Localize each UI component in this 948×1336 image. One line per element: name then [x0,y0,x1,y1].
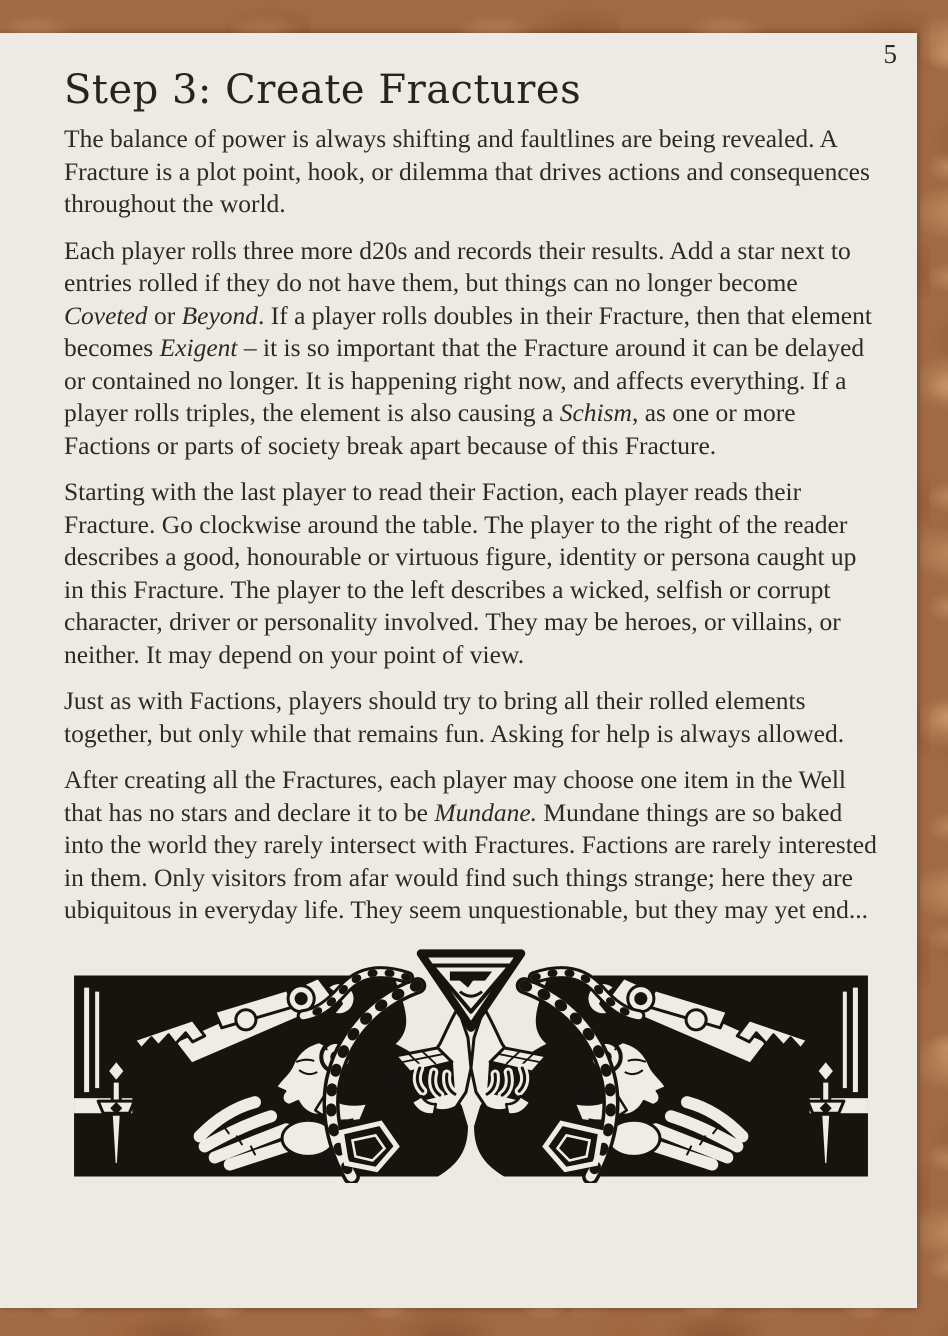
page-number: 5 [883,39,897,69]
triangle-emblem [421,953,521,1027]
body-text [64,123,881,927]
page-title: Step 3: Create Fractures [64,67,582,113]
paragraph: Just as with Factions, players should try to bring all their rolled elements together, but only while that remains fun. Asking for help is always allowed. [64,686,845,748]
fractures-illustration [64,949,878,1183]
page [0,33,917,1308]
paragraph: Each player rolls three more d20s and records their results. Add a star next to entries rolled if they do not have them, but things can no longer become Coveted or Beyond. If a player rolls doubles in their Fracture, then that element becomes Exigent – it is so important that the Fracture around it can be delayed or contained no longer. It is happening right now, and affects everything. If a player rolls triples, the element is also causing a Schism, as one or more Factions or parts of society break apart because of this Fracture. [64,235,872,460]
illustration-container [64,949,878,1183]
paragraph: The balance of power is always shifting and faultlines are being revealed. A Fracture is a plot point, hook, or dilemma that drives actions and consequences throughout the world. [64,124,870,218]
page-content [0,33,917,1183]
paragraph: After creating all the Fractures, each player may choose one item in the Well that has no stars and declare it to be Mundane. Mundane things are so baked into the world they rarely intersect with Fractures. Factions are rarely interested in them. Only visitors from afar would find such things strange; here they are ubiquitous in everyday life. They seem unquestionable, but they may yet end... [64,765,877,924]
paragraph: Starting with the last player to read their Faction, each player reads their Fracture. Go clockwise around the table. The player to the right of the reader describes a good, honourable or virtuous figure, identity or persona caught up in this Fracture. The player to the left describes a wicked, selfish or corrupt character, driver or personality involved. They may be heroes, or villains, or neither. It may depend on your point of view. [64,477,857,669]
